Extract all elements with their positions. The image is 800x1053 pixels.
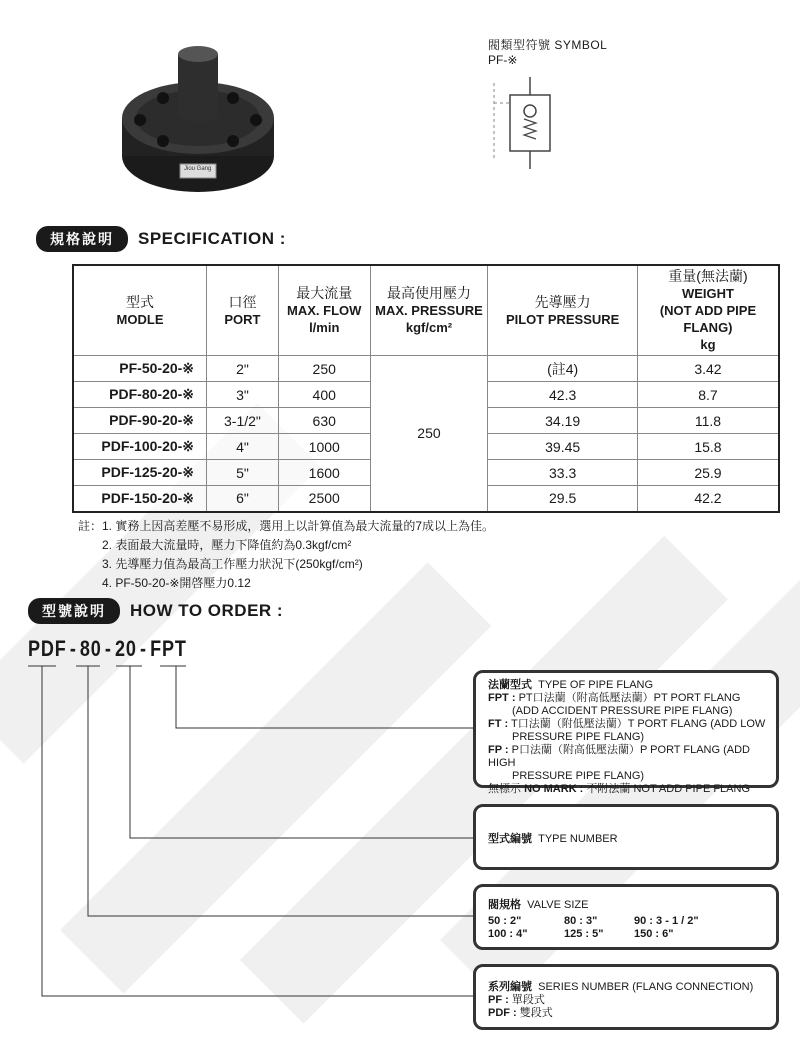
col-weight: 重量(無法蘭) WEIGHT (NOT ADD PIPE FLANG) kg <box>637 265 779 356</box>
table-row: PDF-100-20-※ 4" 1000 39.45 15.8 <box>73 434 779 460</box>
nameplate-text: Jiou Gang <box>184 166 212 172</box>
table-row: PDF-90-20-※ 3-1/2" 630 34.19 11.8 <box>73 408 779 434</box>
col-flow: 最大流量 MAX. FLOW l/min <box>278 265 370 356</box>
notes-label: 註： <box>78 519 103 533</box>
col-port: 口徑 PORT <box>207 265 279 356</box>
note-item: 1. 實務上因高差壓不易形成，選用上以計算值為最大流量的7成以上為佳。 <box>102 519 495 533</box>
table-row: PF-50-20-※ 2" 250 250 (註4) 3.42 <box>73 356 779 382</box>
max-pressure-cell: 250 <box>370 356 488 512</box>
order-code: PDF - 80 - 20 - FPT <box>28 636 187 661</box>
flange-type-box: 法蘭型式 TYPE OF PIPE FLANG FPT : PT口法蘭（附高低壓法蘭）PT PORT FLANG (ADD ACCIDENT PRESSURE PIPE FLANG) FT : T口法蘭（附低壓法蘭）T PORT FLANG (ADD LOW PRESSURE PIPE FLANG) FP : P口法蘭（附高低壓法蘭）P PORT FLANG (ADD HIGH PRESSURE PIPE FLANG) 無標示 NO MARK : 不附法蘭 NOT ADD PIPE FLANG <box>473 670 779 788</box>
symbol-code: PF-※ <box>488 53 518 67</box>
type-number-box: 型式編號 TYPE NUMBER <box>473 804 779 870</box>
col-model: 型式 MODLE <box>73 265 207 356</box>
valve-size-box: 閥規格 VALVE SIZE 50 : 2" 80 : 3" 90 : 3 - 1 / 2" 100 : 4" 125 : 5" 150 : 6" <box>473 884 779 950</box>
table-row: PDF-150-20-※ 6" 2500 29.5 42.2 <box>73 486 779 512</box>
note-item: 3. 先導壓力值為最高工作壓力狀況下(250kgf/cm²) <box>102 557 363 571</box>
order-title: HOW TO ORDER : <box>130 601 284 620</box>
order-badge: 型號說明 <box>28 598 120 624</box>
note-item: 4. PF-50-20-※開啓壓力0.12 <box>102 576 251 590</box>
col-pilot: 先導壓力 PILOT PRESSURE <box>488 265 638 356</box>
col-pressure: 最高使用壓力 MAX. PRESSURE kgf/cm² <box>370 265 488 356</box>
series-box: 系列編號 SERIES NUMBER (FLANG CONNECTION) PF : 單段式 PDF : 雙段式 <box>473 964 779 1030</box>
spec-badge: 規格說明 <box>36 226 128 252</box>
spec-title: SPECIFICATION : <box>138 229 286 248</box>
table-row: PDF-125-20-※ 5" 1600 33.3 25.9 <box>73 460 779 486</box>
symbol-title: 閥類型符號 SYMBOL <box>488 38 608 52</box>
table-row: PDF-80-20-※ 3" 400 42.3 8.7 <box>73 382 779 408</box>
note-item: 2. 表面最大流量時，壓力下降值約為0.3kgf/cm² <box>102 538 352 552</box>
